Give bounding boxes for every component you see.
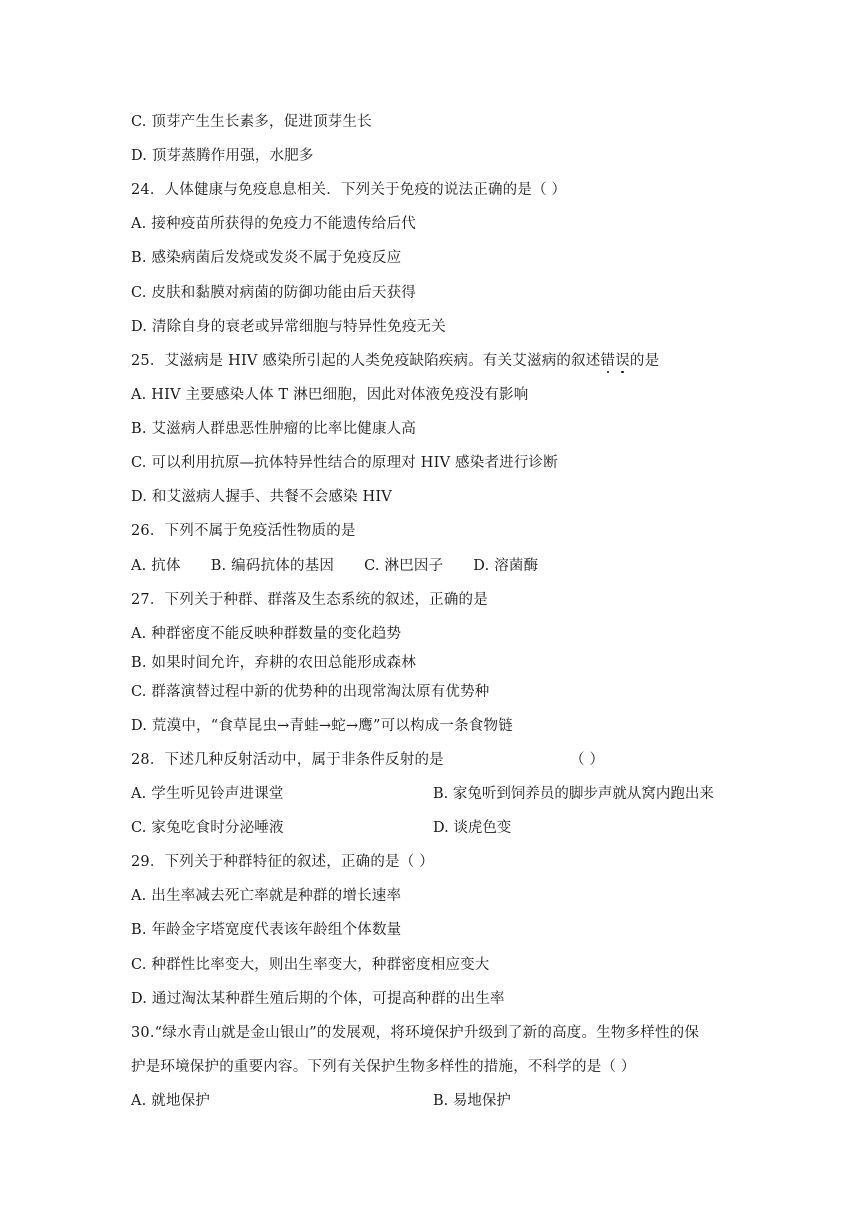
q25-stem-end: 的是 xyxy=(629,353,660,369)
q28-option-d: D. 谈虎色变 xyxy=(433,820,512,836)
q27-option-b: B. 如果时间允许，弃耕的农田总能形成森林 xyxy=(131,655,417,671)
q27-option-a: A. 种群密度不能反映种群数量的变化趋势 xyxy=(131,626,402,642)
q27-option-d: D. 荒漠中，“食草昆虫→青蛙→蛇→鹰”可以构成一条食物链 xyxy=(131,718,513,734)
q28-option-a: A. 学生听见铃声进课堂 xyxy=(131,786,284,802)
q25-option-c: C. 可以利用抗原—抗体特异性结合的原理对 HIV 感染者进行诊断 xyxy=(131,455,558,471)
q26-stem: 26．下列不属于免疫活性物质的是 xyxy=(131,523,356,539)
q28-stem: 28．下述几种反射活动中，属于非条件反射的是 xyxy=(131,752,444,768)
q30-stem-line-1: 30.“绿水青山就是金山银山”的发展观，将环境保护升级到了新的高度。生物多样性的保 xyxy=(131,1025,700,1041)
q30-option-b: B. 易地保护 xyxy=(433,1093,511,1109)
q29-option-c: C. 种群性比率变大，则出生率变大，种群密度相应变大 xyxy=(131,957,490,973)
q26-option-a: A. 抗体 xyxy=(131,558,181,574)
q25-emphasis-char-2: 误 xyxy=(615,353,630,369)
q28-answer-paren: （ ） xyxy=(570,752,605,768)
q29-option-d: D. 通过淘汰某种群生殖后期的个体，可提高种群的出生率 xyxy=(131,991,505,1007)
q29-stem: 29．下列关于种群特征的叙述，正确的是（ ） xyxy=(131,854,434,870)
q23-option-c: C. 顶芽产生生长素多，促进顶芽生长 xyxy=(131,114,372,130)
q30-option-a: A. 就地保护 xyxy=(131,1093,211,1109)
q23-option-d: D. 顶芽蒸腾作用强，水肥多 xyxy=(131,148,314,164)
q29-option-b: B. 年龄金字塔宽度代表该年龄组个体数量 xyxy=(131,922,402,938)
q26-option-c: C. 淋巴因子 xyxy=(364,558,444,574)
q29-option-a: A. 出生率减去死亡率就是种群的增长速率 xyxy=(131,888,402,904)
q24-option-a: A. 接种疫苗所获得的免疫力不能遗传给后代 xyxy=(131,216,416,232)
q27-option-c: C. 群落演替过程中新的优势种的出现常淘汰原有优势种 xyxy=(131,684,490,700)
q24-option-b: B. 感染病菌后发烧或发炎不属于免疫反应 xyxy=(131,250,402,266)
q28-option-b: B. 家兔听到饲养员的脚步声就从窝内跑出来 xyxy=(433,786,714,802)
q25-option-d: D. 和艾滋病人握手、共餐不会感染 HIV xyxy=(131,489,392,505)
q24-stem: 24．人体健康与免疫息息相关．下列关于免疫的说法正确的是（ ） xyxy=(131,182,567,198)
q26-option-d: D. 溶菌酶 xyxy=(473,558,539,574)
q25-option-a: A. HIV 主要感染人体 T 淋巴细胞，因此对体液免疫没有影响 xyxy=(131,387,529,403)
q26-options xyxy=(131,556,538,576)
q25-emphasis-char-1: 错 xyxy=(600,353,616,369)
q26-option-b: B. 编码抗体的基因 xyxy=(210,558,335,574)
q25-emphasis xyxy=(601,353,630,369)
q28-option-c: C. 家兔吃食时分泌唾液 xyxy=(131,820,284,836)
q27-stem: 27．下列关于种群、群落及生态系统的叙述，正确的是 xyxy=(131,592,488,608)
q25-option-b: B. 艾滋病人群患恶性肿瘤的比率比健康人高 xyxy=(131,421,417,437)
q25-stem xyxy=(131,351,659,371)
q25-stem-text: 25．艾滋病是 HIV 感染所引起的人类免疫缺陷疾病。有关艾滋病的叙述 xyxy=(131,353,601,369)
q24-option-d: D. 清除自身的衰老或异常细胞与特异性免疫无关 xyxy=(131,319,446,335)
q30-stem-line-2: 护是环境保护的重要内容。下列有关保护生物多样性的措施，不科学的是（ ） xyxy=(131,1059,636,1075)
q24-option-c: C. 皮肤和黏膜对病菌的防御功能由后天获得 xyxy=(131,285,416,301)
